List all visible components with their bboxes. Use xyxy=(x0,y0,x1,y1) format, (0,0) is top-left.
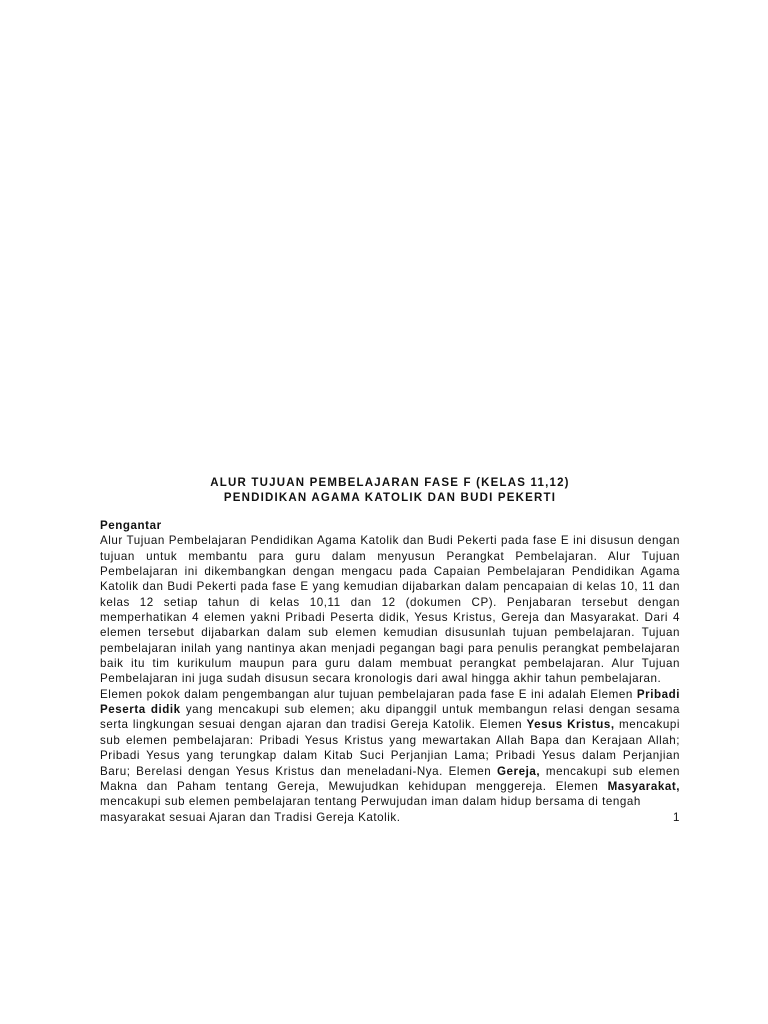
paragraph-text: mencakupi sub elemen pembelajaran tentang Perwujudan iman dalam hidup bersama di tengah xyxy=(100,795,641,809)
section-heading: Pengantar xyxy=(100,519,162,532)
paragraph-text: yang mencakupi sub elemen; aku dipanggil untuk membangun relasi dengan sesama serta lingkungan sesuai dengan ajaran dan tradisi Gereja Katolik. Elemen xyxy=(100,703,680,732)
page-number: 1 xyxy=(673,810,680,824)
document-title xyxy=(100,476,680,506)
paragraph-text: mencakupi sub elemen pembelajaran: Pribadi Yesus Kristus yang mewartakan Allah Bapa dan Kerajaan Allah; Pribadi Yesus yang terungkap dalam Kitab Suci Perjanjian Lama; Pribadi Yesus dalam Perjanjian Baru; Berelasi dengan Yesus Kristus dan meneladani-Nya. Elemen xyxy=(100,718,681,778)
intro-paragraph: Alur Tujuan Pembelajaran Pendidikan Agama Katolik dan Budi Pekerti pada fase E ini disusun dengan tujuan untuk membantu para guru dalam menyusun Perangkat Pembelajaran. Alur Tujuan Pembelajaran ini dikembangkan dengan mengacu pada Capaian Pembelajaran Pendidikan Agama Katolik dan Budi Pekerti pada fase E yang kemudian dijabarkan dalam pencapaian di kelas 10, 11 dan kelas 12 setiap tahun di kelas 10,11 dan 12 (dokumen CP). Penjabaran tersebut dengan memperhatikan 4 elemen yakni Pribadi Peserta didik, Yesus Kristus, Gereja dan Masyarakat. Dari 4 elemen tersebut dijabarkan dalam sub elemen kemudian disusunlah tujuan pembelajaran. Tujuan pembelajaran inilah yang nantinya akan menjadi pegangan bagi para penulis perangkat pembelajaran baik itu tim kurikulum maupun para guru dalam membuat perangkat pembelajaran. Alur Tujuan Pembelajaran ini juga sudah disusun secara kronologis dari awal hingga akhir tahun pembelajaran. xyxy=(100,534,680,686)
last-line-text: masyarakat sesuai Ajaran dan Tradisi Gereja Katolik. xyxy=(100,810,401,824)
bold-term-yesus-kristus: Yesus Kristus, xyxy=(526,718,615,732)
paragraph-text: mencakupi sub elemen Makna dan Paham tentang Gereja, Mewujudkan kehidupan menggereja. Elemen xyxy=(100,764,681,793)
elements-paragraph xyxy=(100,687,680,810)
bold-term-gereja: Gereja, xyxy=(496,764,541,778)
title-line-2: PENDIDIKAN AGAMA KATOLIK DAN BUDI PEKERTI xyxy=(223,492,557,504)
bold-term-masyarakat: Masyarakat, xyxy=(607,779,680,793)
bold-term-pribadi-peserta-didik: Pribadi Peserta didik xyxy=(100,687,680,717)
paragraph-last-line xyxy=(100,810,680,825)
paragraph-text: Elemen pokok dalam pengembangan alur tujuan pembelajaran pada fase E ini adalah Elemen xyxy=(100,687,637,701)
document-body xyxy=(100,518,680,825)
title-line-1: ALUR TUJUAN PEMBELAJARAN FASE F (KELAS 11,12) xyxy=(210,477,570,489)
